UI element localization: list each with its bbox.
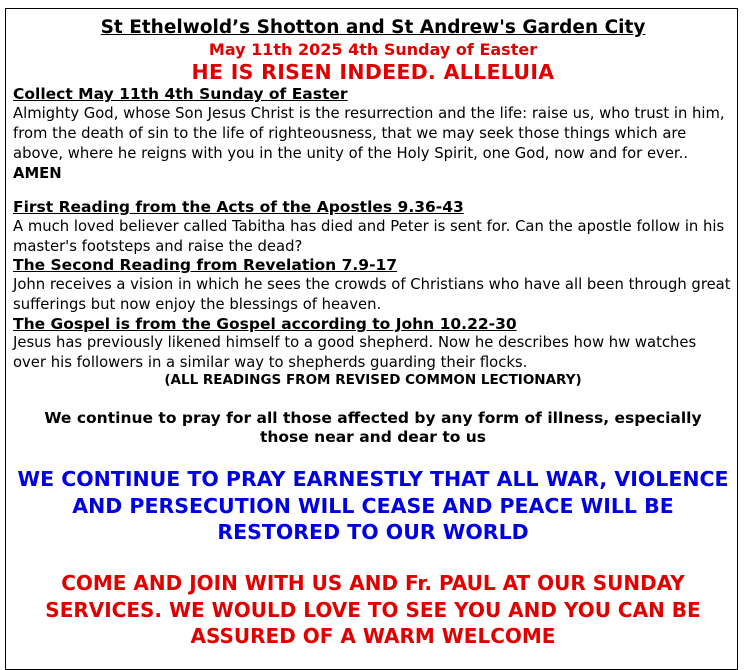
- collect-heading: Collect May 11th 4th Sunday of Easter: [13, 85, 348, 103]
- easter-proclamation: HE IS RISEN INDEED. ALLELUIA: [191, 60, 555, 84]
- gospel-heading: The Gospel is from the Gospel according to John 10.22-30: [13, 315, 517, 333]
- second-reading-heading: The Second Reading from Revelation 7.9-17: [13, 256, 398, 274]
- prayer-peace: WE CONTINUE TO PRAY EARNESTLY THAT ALL WAR, VIOLENCE AND PERSECUTION WILL CEASE AND PEACE WILL BE RESTORED TO OUR WORLD: [17, 467, 729, 544]
- prayer-illness: We continue to pray for all those affected by any form of illness, especially those near and dear to us: [44, 409, 702, 446]
- service-date: May 11th 2025 4th Sunday of Easter: [208, 40, 538, 59]
- page-title: St Ethelwold’s Shotton and St Andrew's Garden City: [100, 17, 646, 38]
- collect-text: [13, 104, 733, 184]
- second-reading-text: John receives a vision in which he sees the crowds of Christians who have all been through great sufferings but now enjoy the blessings of heaven.: [13, 276, 731, 313]
- collect-prayer: Almighty God, whose Son Jesus Christ is the resurrection and the life: raise us, who trust in him, from the death of sin to the life of righteousness, that we may seek those things which are above, where he reigns with you in the unity of the Holy Spirit, one God, now and for ever..: [13, 105, 725, 162]
- invitation: COME AND JOIN WITH US AND Fr. PAUL AT OUR SUNDAY SERVICES. WE WOULD LOVE TO SEE YOU AND YOU CAN BE ASSURED OF A WARM WELCOME: [45, 571, 701, 648]
- collect-amen: AMEN: [13, 165, 62, 182]
- first-reading-text: A much loved believer called Tabitha has died and Peter is sent for. Can the apostle follow in his master's footsteps and raise the dead?: [13, 218, 725, 255]
- lectionary-note: (ALL READINGS FROM REVISED COMMON LECTIONARY): [164, 372, 582, 388]
- first-reading-heading: First Reading from the Acts of the Apostles 9.36-43: [13, 198, 464, 216]
- gospel-text: Jesus has previously likened himself to a good shepherd. Now he describes how hw watches over his followers in a similar way to shepherds guarding their flocks.: [13, 334, 697, 371]
